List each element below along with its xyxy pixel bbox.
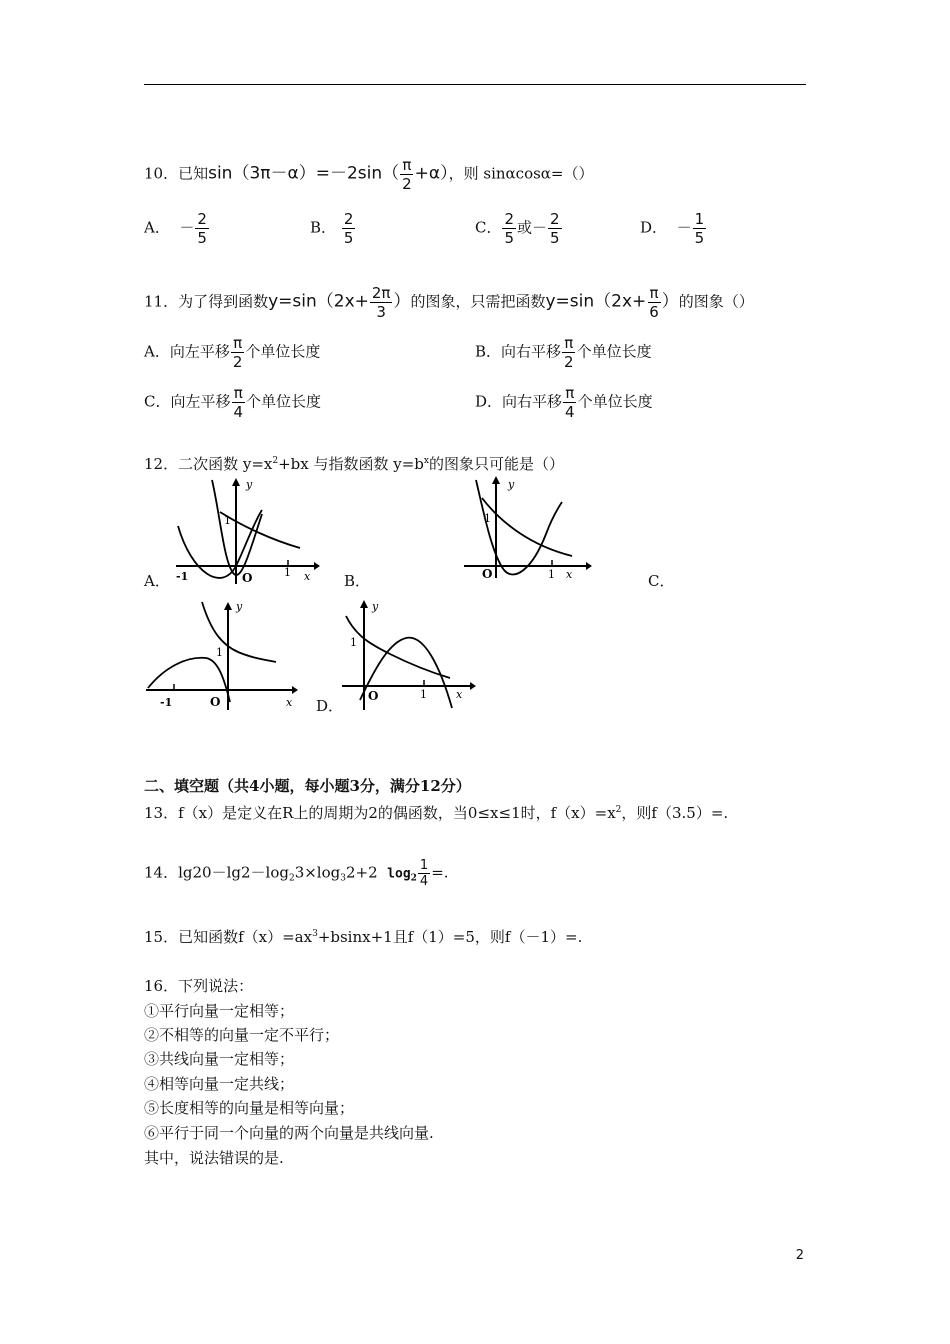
q16-item: ⑤长度相等的向量是相等向量；	[144, 1099, 355, 1117]
q11-option-a: A．向左平移 $\frac{\pi}{2}$ 个单位长度	[144, 334, 321, 371]
q10-expr-left: sin（3π－α）=－2sin（	[208, 163, 400, 184]
svg-text:1: 1	[284, 566, 291, 579]
q10-option-d: D． － $\frac{1}{5}$	[640, 210, 705, 247]
svg-text:1: 1	[224, 514, 231, 527]
page-number: 2	[795, 1248, 804, 1263]
svg-text:1: 1	[420, 688, 427, 701]
q10-number: 10．已知	[144, 164, 209, 183]
graph-c	[144, 598, 304, 712]
svg-text:O: O	[482, 567, 493, 580]
q10-fraction: $\frac{\pi}{2}$	[402, 156, 412, 193]
svg-text:1: 1	[484, 512, 491, 525]
svg-text:x: x	[286, 696, 293, 709]
question-11: 11．为了得到函数y=sin（2x+ $\frac{2\pi}{3}$ ）的图象，只需把函数y=sin（2x+ $\frac{\pi}{6}$ ）的图象（）	[144, 284, 754, 321]
svg-text:x: x	[566, 568, 573, 580]
q10-expr-right: +α）	[414, 163, 449, 184]
svg-text:y: y	[236, 600, 243, 613]
svg-text:x: x	[304, 570, 311, 583]
header-rule	[144, 84, 806, 85]
q10-option-a: A． － $\frac{2}{5}$	[144, 210, 207, 247]
q12-label-c: C．	[648, 572, 675, 590]
graph-d	[340, 596, 486, 712]
svg-text:y: y	[246, 478, 253, 491]
question-15: 15．已知函数$f(x)=ax^3+bsinx+1$且f（1）=5，则f（－1）=.	[144, 928, 583, 946]
svg-text:-1: -1	[176, 570, 189, 583]
q10-tail: ，则 sinαcosα=（）	[448, 164, 594, 183]
q12-label-a: A．	[144, 572, 170, 590]
section-heading: 二、填空题（共4小题，每小题3分，满分12分）	[144, 777, 471, 795]
q12-label-d: D．	[316, 697, 344, 715]
svg-text:O: O	[368, 689, 379, 703]
q16-item: ③共线向量一定相等；	[144, 1050, 295, 1068]
question-13: 13．f（x）是定义在R上的周期为2的偶函数，当0≤x≤1时，$f(x)=x^2$，则f（3.5）=.	[144, 804, 729, 822]
svg-text:y: y	[508, 478, 515, 491]
q16-item: ①平行向量一定相等；	[144, 1002, 295, 1020]
q16-item: ④相等向量一定共线；	[144, 1075, 295, 1093]
question-14: 14．$\lg 20-\lg 2-\log_23\times\log_32+2$ $\log_2$ $\frac{1}{4}$ =.	[144, 858, 449, 889]
svg-text:y: y	[372, 600, 379, 613]
q11-option-b: B．向右平移 $\frac{\pi}{2}$ 个单位长度	[475, 334, 652, 371]
svg-text:x: x	[456, 688, 463, 701]
svg-text:1: 1	[548, 568, 555, 580]
question-12: 12．二次函数 $y=x^2+bx$ 与指数函数 $y=b^x$的图象只可能是（）	[144, 455, 564, 473]
q10-option-b: B． $\frac{2}{5}$	[310, 210, 354, 247]
q16-item: ⑥平行于同一个向量的两个向量是共线向量.	[144, 1124, 434, 1142]
svg-text:1: 1	[216, 646, 223, 659]
q11-option-c: C．向左平移 $\frac{\pi}{4}$ 个单位长度	[144, 384, 322, 421]
svg-text:1: 1	[350, 636, 357, 649]
question-10	[144, 156, 594, 193]
graph-a	[172, 474, 322, 586]
q10-option-c: C． $\frac{2}{5}$ 或－ $\frac{2}{5}$	[475, 210, 560, 247]
q16-closing: 其中，说法错误的是.	[144, 1149, 284, 1167]
q11-option-d: D．向右平移 $\frac{\pi}{4}$ 个单位长度	[475, 384, 653, 421]
q12-label-b: B．	[344, 572, 371, 590]
graph-b	[462, 474, 598, 580]
svg-text:O: O	[242, 571, 253, 585]
question-16-intro: 16．下列说法：	[144, 977, 254, 995]
svg-text:-1: -1	[160, 696, 173, 709]
svg-text:O: O	[210, 695, 221, 709]
q16-item: ②不相等的向量一定不平行；	[144, 1026, 340, 1044]
